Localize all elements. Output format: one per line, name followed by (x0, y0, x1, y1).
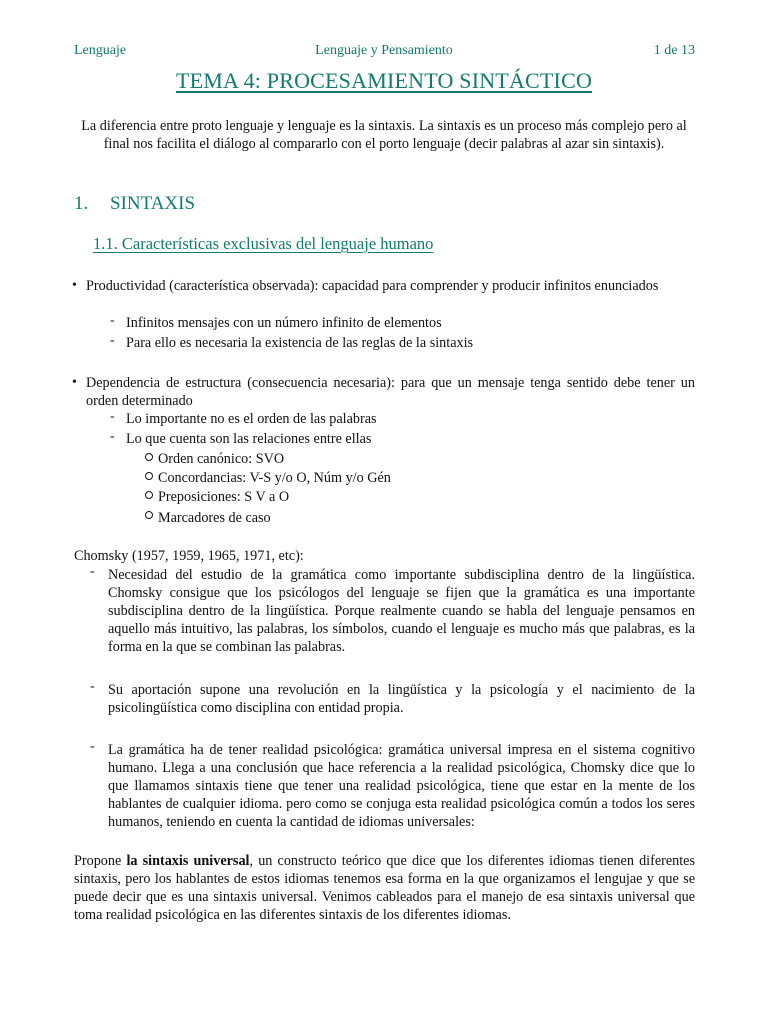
dash-icon: - (110, 409, 115, 424)
chomsky-heading: Chomsky (1957, 1959, 1965, 1971, etc): (74, 548, 304, 564)
chomsky-item: La gramática ha de tener realidad psicológica: gramática universal impresa en el sistema cognitivo humano. Llega a una conclusión que hace referencia a la realidad psicológica, Chomsky dice que lo que llamamos sintaxis tiene que tener una realidad psicológica, tiene que estar en la mente de los hablantes de cualquier idioma. pero como se conjuga esta realidad psicológica común a todos los seres humanos, teniendo en cuenta la cantidad de idiomas universales: (108, 742, 695, 830)
dash-icon: - (90, 679, 95, 694)
bullet-icon: • (72, 375, 77, 390)
list-item: Preposiciones: S V a O (158, 489, 290, 505)
bullet-text: Productividad (característica observada): capacidad para comprender y producir infinitos enunciados (86, 278, 659, 294)
chomsky-item: Su aportación supone una revolución en la lingüística y la psicología y el nacimiento de la psicolingüística como disciplina con entidad propia. (108, 682, 695, 716)
circle-bullet-icon (145, 472, 153, 480)
circle-bullet-icon (145, 453, 153, 461)
dash-icon: - (110, 333, 115, 348)
bullet-icon: • (72, 278, 77, 293)
dash-icon: - (110, 429, 115, 444)
list-item: Lo importante no es el orden de las palabras (126, 411, 377, 427)
header-left: Lenguaje (74, 43, 127, 58)
list-item: Orden canónico: SVO (158, 451, 285, 467)
list-item: Marcadores de caso (158, 510, 271, 526)
page-number: 1 de 13 (653, 43, 695, 58)
list-item: Lo que cuenta son las relaciones entre ellas (126, 431, 372, 447)
dash-icon: - (90, 739, 95, 754)
bold-term: la sintaxis universal (126, 853, 250, 869)
closing-paragraph: Propone la sintaxis universal, un constructo teórico que dice que los diferentes idiomas tienen diferentes sintaxis, pero los hablantes de estos idiomas tenemos esa forma en la que organizamos el lengujae y que se puede decir que es una sintaxis universal. Venimos cableados para el manejo de esa sintaxis universal que toma realidad psicológica en las diferentes sintaxis de los diferentes idiomas. (74, 853, 696, 923)
section-number: 1. (74, 193, 89, 214)
subsection-title: Características exclusivas del lenguaje humano (121, 234, 434, 253)
intro-paragraph: La diferencia entre proto lenguaje y lenguaje es la sintaxis. La sintaxis es un proceso más complejo pero al final nos facilita el diálogo al compararlo con el porto lenguaje (decir palabras al azar sin sintaxis). (81, 118, 687, 152)
subsection-number: 1.1. (93, 234, 118, 253)
dash-icon: - (110, 313, 115, 328)
header-center: Lenguaje y Pensamiento (315, 43, 453, 58)
list-item: Para ello es necesaria la existencia de las reglas de la sintaxis (126, 335, 474, 351)
bullet-text: Dependencia de estructura (consecuencia necesaria): para que un mensaje tenga sentido debe tener un orden determinado (86, 375, 695, 409)
subsection-heading (93, 234, 433, 254)
chomsky-item: Necesidad del estudio de la gramática como importante subdisciplina dentro de la lingüística. Chomsky consigue que los psicólogos del lenguaje se fijen que la gramática es una importante subdisciplina dentro de la lingüística. Porque realmente cuando se habla del lenguaje pensamos en aquello más intuitivo, las palabras, los símbolos, cuando el lenguaje es mucho más que palabras, es la forma en la que se combinan las palabras. (108, 567, 695, 655)
circle-bullet-icon (145, 491, 153, 499)
page-title: TEMA 4: PROCESAMIENTO SINTÁCTICO (175, 68, 593, 93)
list-item: Concordancias: V-S y/o O, Núm y/o Gén (158, 470, 391, 486)
section-title: SINTAXIS (110, 193, 196, 214)
section-heading (74, 193, 195, 215)
list-item: Infinitos mensajes con un número infinito de elementos (126, 315, 442, 331)
dash-icon: - (90, 564, 95, 579)
circle-bullet-icon (145, 511, 153, 519)
